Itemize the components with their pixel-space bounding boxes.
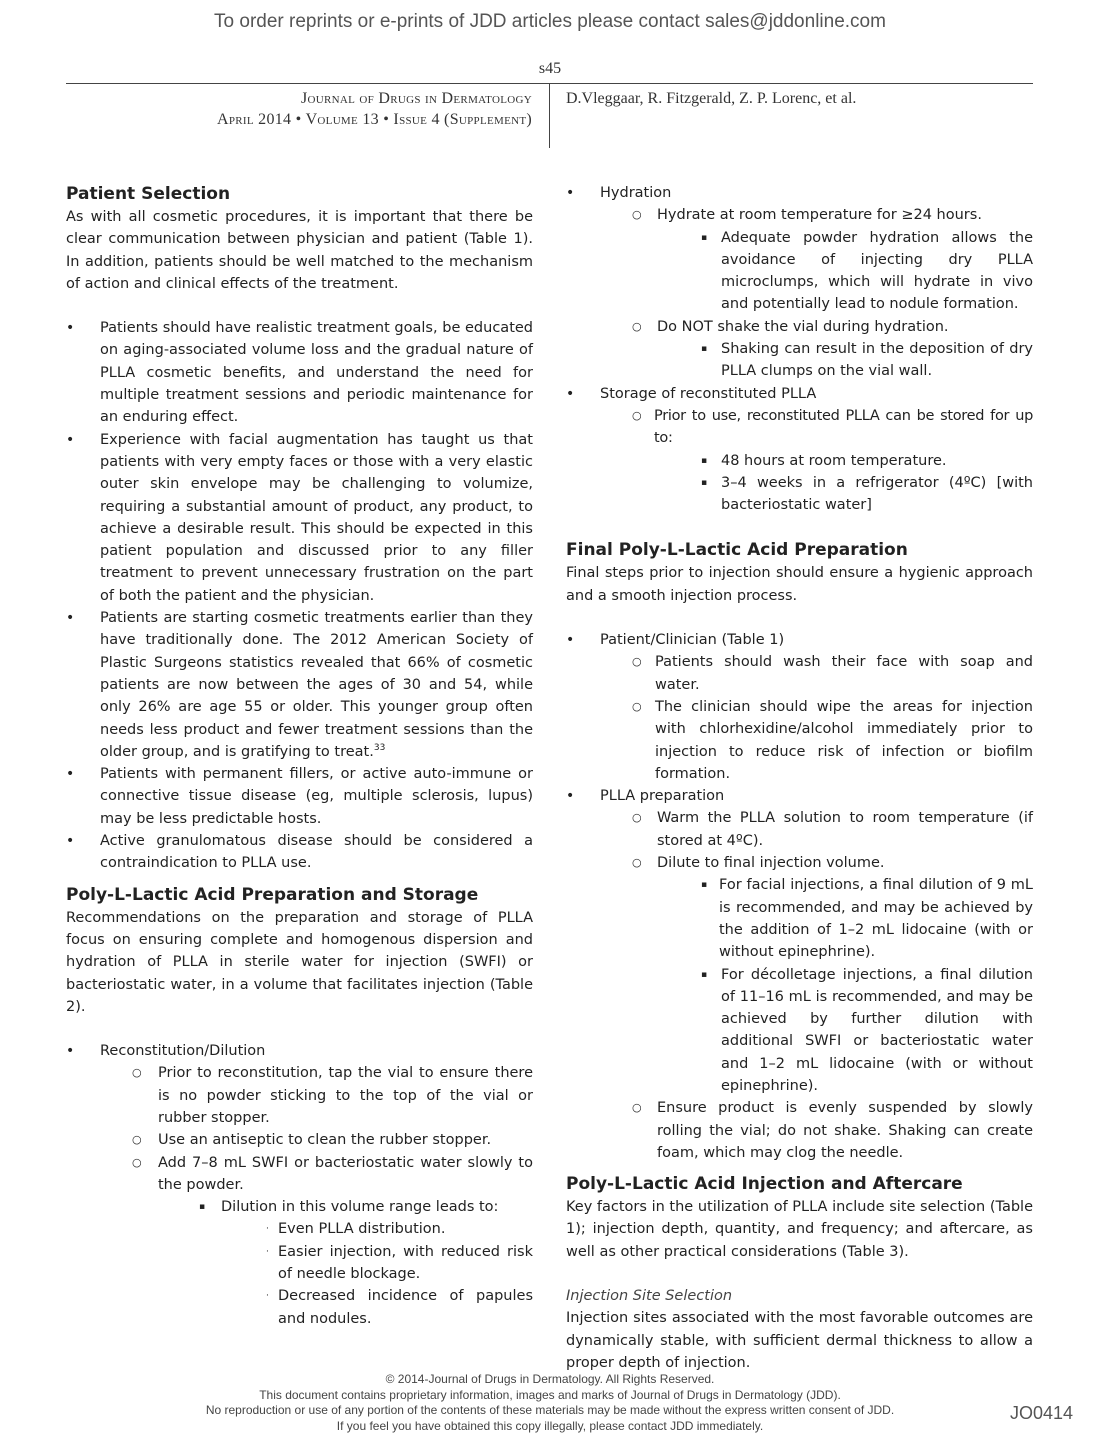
list-item: • Experience with facial augmentation has taught us that patients with very empty faces or those with a very elastic outer skin envelope may be challenging to volumize, requiring a substantial amount of product, any product, to achieve a desirable result. This should be expected in this patient population and discussed prior to any filler treatment to prevent unnecessary frustration on the part of both the patient and the physician. bbox=[66, 429, 533, 607]
square-bullet-icon: ▪ bbox=[701, 455, 708, 466]
list-item: • Patients are starting cosmetic treatments earlier than they have traditionally done. The 2012 American Society of Plastic Surgeons statistics revealed that 66% of cosmetic patients are now between the ages of 30 and 54, while only 26% are age 55 or older. This younger group often needs less product and fewer treatment sessions than the older group, and is gratifying to treat.$^{33}$ bbox=[66, 607, 533, 763]
circle-bullet-icon: ○ bbox=[132, 1066, 142, 1080]
subsection-heading-injection-site: Injection Site Selection bbox=[566, 1288, 733, 1305]
bullet-icon: • bbox=[66, 431, 75, 448]
circle-bullet-icon: ○ bbox=[632, 655, 642, 669]
list-item: ▪ For facial injections, a final dilution of 9 mL is recommended, and may be achieved by the addition of 1–2 mL lidocaine (with or without epinephrine). bbox=[566, 874, 1033, 963]
bullet-icon: • bbox=[66, 766, 75, 783]
list-item: ○ Prior to reconstitution, tap the vial to ensure there is no powder sticking to the top of the vial or rubber stopper. bbox=[66, 1062, 533, 1129]
footer-line: © 2014-Journal of Drugs in Dermatology. All Rights Reserved. bbox=[385, 1372, 715, 1386]
paragraph: Final steps prior to injection should ensure a hygienic approach and a smooth injection process. bbox=[566, 565, 1033, 604]
list-item: ○ Add 7–8 mL SWFI or bacteriostatic water slowly to the powder. bbox=[66, 1152, 533, 1197]
square-bullet-icon: ▪ bbox=[701, 477, 708, 488]
bullet-icon: • bbox=[66, 320, 75, 337]
list-item: • Hydration bbox=[566, 182, 1033, 204]
journal-issue: April 2014 • Volume 13 • Issue 4 (Supplement) bbox=[216, 111, 532, 128]
section-heading-final-preparation: Final Poly-L-Lactic Acid Preparation bbox=[566, 540, 908, 561]
right-column bbox=[566, 182, 1033, 1374]
square-bullet-icon: ▪ bbox=[701, 344, 708, 355]
copyright-footer bbox=[0, 1372, 1100, 1434]
section-heading-preparation-storage: Poly-L-Lactic Acid Preparation and Storage bbox=[66, 884, 479, 905]
list-item: ○ Dilute to final injection volume. bbox=[566, 852, 1033, 874]
journal-title: Journal of Drugs in Dermatology bbox=[300, 90, 532, 107]
square-bullet-icon: ▪ bbox=[701, 969, 708, 980]
footer-line: If you feel you have obtained this copy illegally, please contact JDD immediately. bbox=[336, 1418, 764, 1433]
dot-bullet-icon: · bbox=[266, 1224, 269, 1235]
bullet-icon: • bbox=[66, 833, 75, 850]
square-bullet-icon: ▪ bbox=[701, 880, 708, 891]
circle-bullet-icon: ○ bbox=[632, 408, 642, 422]
circle-bullet-icon: ○ bbox=[632, 1101, 642, 1115]
circle-bullet-icon: ○ bbox=[132, 1133, 142, 1147]
list-item: ○ Patients should wash their face with soap and water. bbox=[566, 651, 1033, 696]
bullet-icon: • bbox=[566, 385, 575, 402]
header-vertical-divider bbox=[549, 84, 550, 148]
list-item: • Active granulomatous disease should be considered a contraindication to PLLA use. bbox=[66, 830, 533, 875]
list-item: · Even PLLA distribution. bbox=[66, 1218, 533, 1240]
list-item: ○ The clinician should wipe the areas for injection with chlorhexidine/alcohol immediately prior to injection to reduce risk of infection or biofilm formation. bbox=[566, 696, 1033, 785]
list-item: ○ Do NOT shake the vial during hydration. bbox=[566, 316, 1033, 338]
page-number: s45 bbox=[538, 60, 562, 77]
list-item: • Patients should have realistic treatment goals, be educated on aging-associated volume loss and the gradual nature of PLLA cosmetic benefits, and understand the need for multiple treatment sessions and periodic maintenance for an enduring effect. bbox=[66, 317, 533, 428]
list-item: • Patients with permanent fillers, or active auto-immune or connective tissue disease (eg, multiple sclerosis, lupus) may be less predictable hosts. bbox=[66, 763, 533, 830]
dot-bullet-icon: · bbox=[266, 1291, 269, 1302]
circle-bullet-icon: ○ bbox=[132, 1155, 142, 1169]
list-item: ○ Ensure product is evenly suspended by slowly rolling the vial; do not shake. Shaking can create foam, which may clog the needle. bbox=[566, 1097, 1033, 1164]
circle-bullet-icon: ○ bbox=[632, 208, 642, 222]
bullet-icon: • bbox=[566, 185, 575, 201]
footer-line: This document contains proprietary information, images and marks of Journal of Drugs in Dermatology (JDD). bbox=[259, 1387, 841, 1402]
list-item: • PLLA preparation bbox=[566, 785, 1033, 807]
list-item: ▪ Dilution in this volume range leads to: bbox=[66, 1196, 533, 1218]
footer-line: No reproduction or use of any portion of the contents of these materials may be made without the express written consent of JDD. bbox=[205, 1403, 895, 1417]
list-item: ▪ Shaking can result in the deposition of dry PLLA clumps on the vial wall. bbox=[566, 338, 1033, 383]
list-item: ▪ 3–4 weeks in a refrigerator (4ºC) [with bacteriostatic water] bbox=[566, 472, 1033, 517]
citation-reference: 33 bbox=[373, 743, 386, 753]
list-item: • Patient/Clinician (Table 1) bbox=[566, 629, 1033, 651]
square-bullet-icon: ▪ bbox=[199, 1202, 206, 1213]
list-item: ○ Use an antiseptic to clean the rubber stopper. bbox=[66, 1129, 533, 1151]
list-item: • Storage of reconstituted PLLA bbox=[566, 383, 1033, 405]
square-bullet-icon: ▪ bbox=[701, 232, 708, 243]
list-item: ○ Prior to use, reconstituted PLLA can be stored for up to: bbox=[566, 405, 1033, 450]
document-code: JO0414 bbox=[1009, 1403, 1073, 1423]
section-heading-injection-aftercare: Poly-L-Lactic Acid Injection and Aftercare bbox=[566, 1174, 963, 1195]
bullet-icon: • bbox=[566, 788, 575, 805]
list-item: ▪ Adequate powder hydration allows the avoidance of injecting dry PLLA microclumps, which will hydrate in vivo and potentially lead to nodule formation. bbox=[566, 227, 1033, 316]
bullet-icon: • bbox=[566, 632, 575, 649]
paragraph: Key factors in the utilization of PLLA include site selection (Table 1); injection depth, quantity, and frequency; and aftercare, as well as other practical considerations (Table 3). bbox=[566, 1199, 1033, 1260]
paragraph: Recommendations on the preparation and storage of PLLA focus on ensuring complete and homogenous dispersion and hydration of PLLA in sterile water for injection (SWFI) or bacteriostatic water, in a volume that facilitates injection (Table 2). bbox=[66, 909, 533, 1015]
paragraph: As with all cosmetic procedures, it is important that there be clear communication between physician and patient (Table 1). In addition, patients should be well matched to the mechanism of action and clinical effects of the treatment. bbox=[66, 209, 533, 292]
circle-bullet-icon: ○ bbox=[632, 856, 642, 870]
circle-bullet-icon: ○ bbox=[632, 699, 642, 713]
section-heading-patient-selection: Patient Selection bbox=[66, 184, 231, 204]
left-column bbox=[66, 182, 533, 1330]
list-item: · Easier injection, with reduced risk of needle blockage. bbox=[66, 1241, 533, 1286]
bullet-icon: • bbox=[66, 1043, 75, 1060]
list-item: ▪ 48 hours at room temperature. bbox=[566, 450, 1033, 472]
list-item: ▪ For décolletage injections, a final dilution of 11–16 mL is recommended, and may be achieved by further dilution with additional SWFI or bacteriostatic water and 1–2 mL lidocaine (with or without epinephrine). bbox=[566, 964, 1033, 1098]
paragraph: Injection sites associated with the most favorable outcomes are dynamically stable, with sufficient dermal thickness to allow a proper depth of injection. bbox=[566, 1310, 1033, 1371]
list-item: ○ Hydrate at room temperature for ≥24 hours. bbox=[566, 204, 1033, 226]
circle-bullet-icon: ○ bbox=[632, 811, 642, 825]
list-item: ○ Warm the PLLA solution to room temperature (if stored at 4ºC). bbox=[566, 807, 1033, 852]
reprint-notice: To order reprints or e-prints of JDD articles please contact sales@jddonline.com bbox=[214, 11, 886, 32]
list-item: • Reconstitution/Dilution bbox=[66, 1040, 533, 1062]
dot-bullet-icon: · bbox=[266, 1246, 269, 1257]
article-authors: D.Vleggaar, R. Fitzgerald, Z. P. Lorenc, et al. bbox=[566, 90, 857, 107]
bullet-icon: • bbox=[66, 610, 75, 627]
circle-bullet-icon: ○ bbox=[632, 319, 642, 333]
list-item: · Decreased incidence of papules and nodules. bbox=[66, 1285, 533, 1330]
